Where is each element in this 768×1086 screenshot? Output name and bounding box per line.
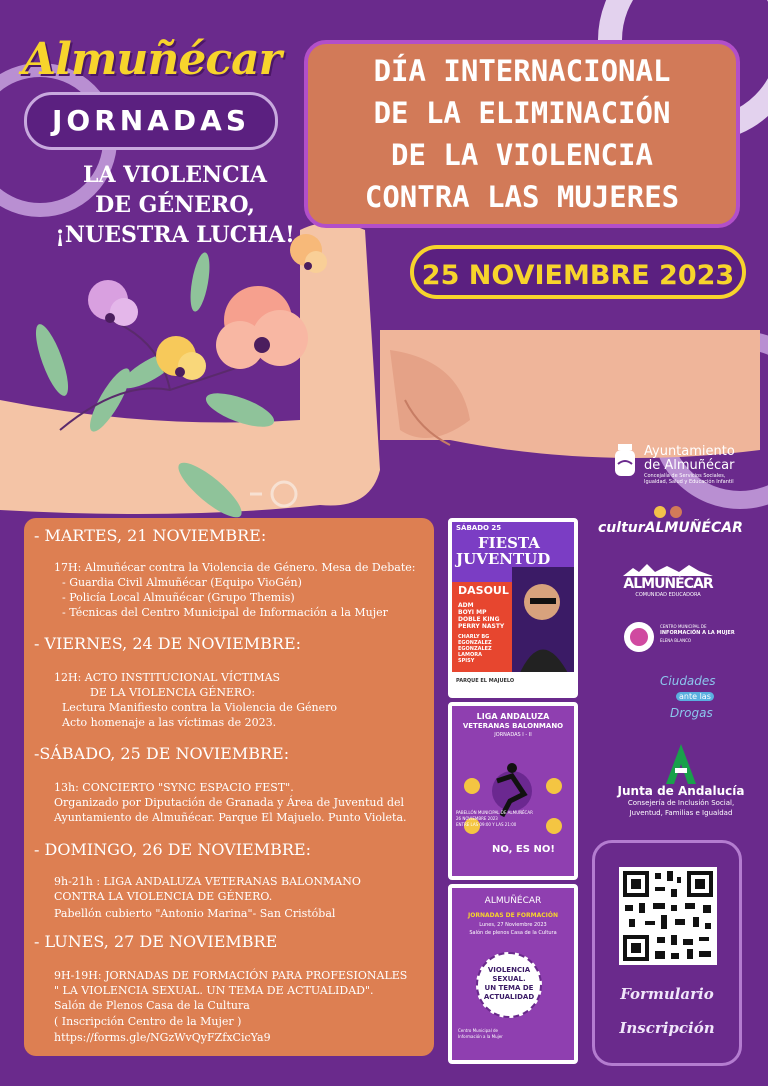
lineup-item: ADM: [458, 602, 474, 609]
event-line: ( Inscripción Centro de la Mujer ): [54, 1015, 242, 1028]
poster-title-2: JUVENTUD: [456, 550, 551, 568]
poster-hours: ENTRE LAS 09:00 Y LAS 21:00: [456, 822, 517, 827]
day-heading: - VIERNES, 24 DE NOVIEMBRE:: [34, 634, 302, 653]
slogan-line: ¡NUESTRA LUCHA!: [55, 222, 295, 248]
title-line: CONTRA LAS MUJERES: [364, 180, 680, 214]
cim-text-2: INFORMACIÓN A LA MUJER: [660, 630, 735, 636]
title-line: DE LA VIOLENCIA: [391, 138, 653, 172]
event-line: Pabellón cubierto "Antonio Marina"- San Cristóbal: [54, 907, 336, 920]
ayto-sub-2: Igualdad, Salud y Educación Infantil: [644, 479, 734, 485]
lineup-item: EGONZALEZ: [458, 640, 492, 646]
slogan-line: LA VIOLENCIA: [83, 162, 267, 188]
drogas-line-3: Drogas: [670, 706, 713, 720]
poster-title-1: FIESTA: [478, 534, 540, 552]
ciudades-drogas-logo: [650, 674, 730, 734]
cim-text-1: CENTRO MUNICIPAL DE: [660, 624, 707, 629]
slogan-line: DE GÉNERO,: [95, 192, 255, 218]
event-line: Lectura Manifiesto contra la Violencia de Género: [62, 701, 337, 714]
cultura-text: culturALMUÑÉCAR: [598, 520, 743, 536]
poster-headliner: DASOUL: [458, 584, 509, 597]
schedule-panel: [24, 518, 434, 1056]
poster-jornadas-formacion: [448, 884, 578, 1064]
qr-code-icon[interactable]: [619, 867, 717, 965]
poster-place: Salón de plenos Casa de la Cultura: [469, 930, 557, 936]
lineup-item: CHARLY BG: [458, 634, 490, 640]
poster-date: 26 NOVIEMBRE 2023: [456, 816, 498, 821]
event-line: Ayuntamiento de Almuñécar. Parque El Majuelo. Punto Violeta.: [54, 811, 407, 824]
event-line: 13h: CONCIERTO "SYNC ESPACIO FEST".: [54, 781, 294, 794]
event-title-box: [304, 40, 740, 228]
day-heading: - LUNES, 27 DE NOVIEMBRE: [34, 932, 278, 951]
series-badge: JORNADAS: [24, 92, 278, 150]
day-heading: - DOMINGO, 26 DE NOVIEMBRE:: [34, 840, 311, 859]
poster-slogan: NO, ES NO!: [492, 844, 555, 855]
title-line: DE LA ELIMINACIÓN: [373, 96, 671, 130]
event-line: Acto homenaje a las víctimas de 2023.: [62, 716, 277, 729]
event-line: 9h-21h : LIGA ANDALUZA VETERANAS BALONMANO: [54, 875, 361, 888]
event-line: 17H: Almuñécar contra la Violencia de Género. Mesa de Debate:: [54, 561, 416, 574]
qr-label-2: Inscripción: [619, 1019, 715, 1037]
badge-line: ACTUALIDAD: [483, 993, 535, 1001]
badge-line: VIOLENCIA: [487, 966, 531, 974]
badge-line: UN TEMA DE: [484, 984, 534, 992]
poster-brand: ALMUÑÉCAR: [484, 896, 542, 906]
event-line: 12H: ACTO INSTITUCIONAL VÍCTIMAS: [54, 671, 281, 684]
town-skyline-icon: [623, 562, 713, 576]
poster-fiesta-juventud: [448, 518, 578, 698]
event-line: CONTRA LA VIOLENCIA DE GÉNERO.: [54, 890, 273, 903]
lineup-item: DOBLE KING: [458, 616, 500, 623]
cultura-logo: [598, 504, 743, 536]
event-line: Organizado por Diputación de Granada y Área de Juventud del: [54, 796, 405, 809]
junta-sub-2: Juventud, Familias e Igualdad: [629, 809, 733, 817]
event-line: - Policía Local Almuñécar (Grupo Themis): [62, 591, 295, 604]
lineup-item: EGONZALEZ: [458, 646, 492, 652]
poster-badge: [476, 952, 542, 1018]
comunidad-educadora-logo: [608, 562, 728, 598]
ayto-sub-1: Concejalía de Servicios Sociales,: [644, 473, 726, 479]
cim-text-3: ELENA BLANCO: [660, 638, 692, 643]
poster-venue: PARQUE EL MAJUELO: [456, 678, 515, 684]
event-line: - Técnicas del Centro Municipal de Información a la Mujer: [62, 606, 388, 619]
comunidad-text: ALMUÑÉCAR: [623, 576, 713, 592]
poster-date: SÁBADO 25: [456, 524, 502, 532]
qr-label-1: Formulario: [620, 985, 714, 1003]
junta-text: Junta de Andalucía: [617, 784, 745, 798]
footer-line: Centro Municipal de: [458, 1028, 498, 1033]
poster-lineup-2: [458, 634, 492, 664]
comunidad-sub: COMUNIDAD EDUCADORA: [635, 592, 701, 598]
ayto-name-1: Ayuntamiento: [644, 444, 735, 459]
footer-line: Información a la Mujer: [458, 1034, 503, 1039]
event-date: 25 NOVIEMBRE 2023: [410, 245, 746, 299]
poster-title-2: VETERANAS BALONMANO: [462, 722, 564, 730]
event-line: Salón de Plenos Casa de la Cultura: [54, 999, 250, 1012]
cultura-emblem-icon: [648, 504, 688, 520]
badge-line: SEXUAL.: [492, 975, 526, 983]
registration-qr-box[interactable]: [592, 840, 742, 1066]
lineup-item: SPISY: [458, 658, 475, 664]
drogas-line-1: Ciudades: [660, 674, 716, 688]
poster-lineup: [458, 602, 504, 630]
brand-title: Almuñécar: [22, 34, 281, 85]
poster-title-1: LIGA ANDALUZA: [476, 712, 550, 721]
poster-venue: PABELLÓN MUNICIPAL DE ALMUÑÉCAR: [456, 810, 533, 815]
junta-andalucia-logo: [606, 744, 756, 818]
title-line: DÍA INTERNACIONAL: [373, 54, 671, 88]
drogas-line-2: ante las: [676, 692, 714, 701]
junta-sub-1: Consejería de Inclusión Social,: [627, 799, 735, 807]
coat-of-arms-icon: [612, 442, 638, 482]
poster-footer: [458, 1028, 503, 1040]
lineup-item: PERRY NASTY: [458, 623, 505, 630]
lineup-item: LAMORA: [458, 652, 483, 658]
lineup-item: BOYI MP: [458, 609, 487, 616]
day-heading: -SÁBADO, 25 DE NOVIEMBRE:: [34, 744, 290, 763]
poster-liga-balonmano: [448, 702, 578, 880]
junta-emblem-icon: [666, 744, 696, 784]
registration-link[interactable]: https://forms.gle/NGzWvQyFZfxCicYa9: [54, 1031, 271, 1044]
poster-date: Lunes, 27 Noviembre 2023: [479, 922, 547, 928]
event-line: DE LA VIOLENCIA GÉNERO:: [90, 686, 256, 699]
poster-subtitle: JORNADAS I - II: [494, 732, 532, 738]
cim-emblem-icon: [622, 620, 656, 654]
event-line: " LA VIOLENCIA SEXUAL. UN TEMA DE ACTUALIDAD".: [54, 984, 374, 997]
event-line: 9H-19H: JORNADAS DE FORMACIÓN PARA PROFESIONALES: [54, 969, 408, 982]
day-heading: - MARTES, 21 NOVIEMBRE:: [34, 526, 267, 545]
slogan: [40, 160, 310, 250]
event-line: - Guardia Civil Almuñécar (Equipo VioGén): [62, 576, 302, 589]
ayto-name-2: de Almuñécar: [644, 458, 735, 473]
poster-title: JORNADAS DE FORMACIÓN: [467, 912, 558, 919]
